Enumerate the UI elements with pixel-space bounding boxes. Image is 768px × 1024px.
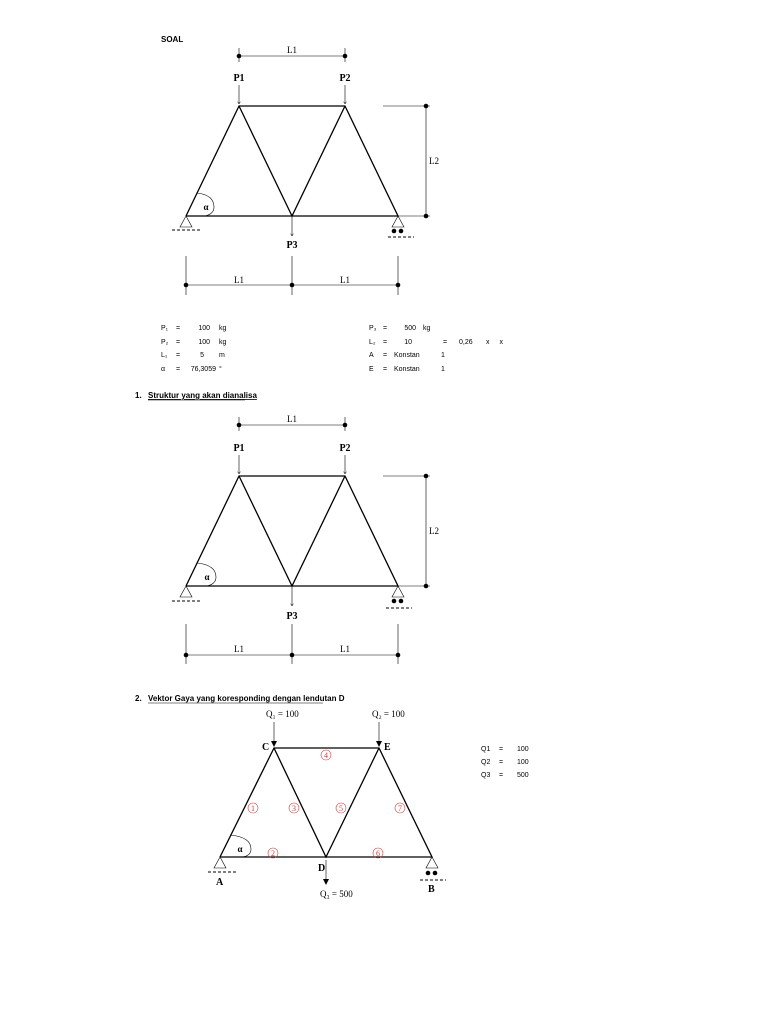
load-q2: Q₂ = 100: [372, 709, 405, 719]
param-row-alpha: [161, 365, 222, 373]
soal-heading: SOAL: [161, 35, 184, 44]
node-b: B: [428, 884, 435, 895]
truss-figure-analysis: [172, 414, 439, 664]
param-row-l2: [369, 339, 503, 346]
dim-l1-top-2: L1: [287, 414, 297, 424]
parameter-table: [161, 325, 503, 373]
svg-text:kg: kg: [219, 339, 227, 346]
svg-text:10: 10: [404, 339, 412, 346]
section1-title: Struktur yang akan dianalisa: [148, 391, 257, 400]
svg-text:L₁: L₁: [161, 352, 168, 359]
load-label-p3-2: P3: [286, 611, 298, 622]
svg-text:Q2: Q2: [481, 759, 491, 766]
svg-text:P₂: P₂: [161, 339, 169, 346]
q-table: [481, 746, 529, 779]
param-row-p3: [369, 325, 431, 332]
truss-figure-force-vector: [208, 709, 446, 899]
member-label-2: 2: [271, 849, 275, 858]
svg-text:500: 500: [517, 772, 529, 779]
dim-l2: L2: [429, 156, 439, 166]
svg-text:=: =: [443, 339, 448, 346]
svg-text:5: 5: [200, 352, 204, 359]
dim-l1-left-2: L1: [234, 644, 244, 654]
svg-text:0,26: 0,26: [459, 339, 473, 346]
load-label-p1-2: P1: [233, 443, 245, 454]
svg-text:=: =: [383, 366, 388, 373]
angle-alpha-3: α: [237, 844, 243, 854]
load-label-p1: P1: [233, 73, 245, 84]
svg-text:P₁: P₁: [161, 325, 169, 332]
svg-text:=: =: [499, 772, 504, 779]
section2-number: 2.: [135, 694, 142, 703]
svg-text:1: 1: [441, 352, 445, 359]
node-e: E: [384, 742, 391, 753]
angle-alpha-2: α: [204, 572, 210, 582]
section2-title: Vektor Gaya yang koresponding dengan lendutan D: [148, 694, 345, 703]
member-label-3: 3: [292, 804, 296, 813]
dim-l1-right: L1: [340, 275, 350, 285]
svg-text:P₃: P₃: [369, 325, 377, 332]
load-label-p3: P3: [286, 240, 298, 251]
node-a: A: [216, 877, 224, 888]
param-row-p1: [161, 325, 227, 332]
dim-l1-top: L1: [287, 45, 297, 55]
load-label-p2-2: P2: [339, 443, 351, 454]
svg-text:=: =: [176, 339, 181, 346]
load-q1: Q₁ = 100: [266, 709, 299, 719]
svg-text:kg: kg: [219, 325, 227, 332]
truss-figure-soal: [172, 45, 439, 295]
section1-number: 1.: [135, 391, 142, 400]
load-q3: Q₃ = 500: [320, 889, 353, 899]
svg-text:1: 1: [441, 366, 445, 373]
svg-text:Q1: Q1: [481, 746, 491, 753]
member-label-4: 4: [324, 751, 328, 760]
member-label-5: 5: [339, 804, 343, 813]
svg-text:100: 100: [198, 325, 210, 332]
dim-l1-right-2: L1: [340, 644, 350, 654]
svg-text:Konstan: Konstan: [394, 352, 420, 359]
svg-text:=: =: [383, 325, 388, 332]
svg-text:500: 500: [404, 325, 416, 332]
svg-text:100: 100: [517, 746, 529, 753]
param-row-e: [369, 366, 445, 373]
member-label-6: 6: [376, 849, 380, 858]
q-row-1: [481, 746, 529, 753]
angle-alpha-1: α: [203, 202, 209, 212]
svg-text:=: =: [176, 366, 181, 373]
q-row-2: [481, 759, 529, 766]
load-label-p2: P2: [339, 73, 351, 84]
svg-text:76,3059: 76,3059: [190, 366, 216, 373]
node-d: D: [318, 863, 326, 874]
param-row-l1: [161, 352, 225, 359]
member-label-1: 1: [251, 804, 255, 813]
param-row-a: [369, 352, 445, 359]
svg-text:α: α: [161, 366, 166, 373]
svg-text:kg: kg: [423, 325, 431, 332]
svg-text:=: =: [383, 339, 388, 346]
svg-text:Konstan: Konstan: [394, 366, 420, 373]
svg-text:A: A: [369, 352, 374, 359]
svg-text:=: =: [383, 352, 388, 359]
node-c: C: [262, 742, 270, 753]
dim-l1-left: L1: [234, 275, 244, 285]
svg-text:100: 100: [198, 339, 210, 346]
svg-text:°: °: [219, 366, 222, 373]
q-row-3: [481, 772, 529, 779]
svg-text:=: =: [499, 759, 504, 766]
svg-text:=: =: [499, 746, 504, 753]
svg-text:L₂: L₂: [369, 339, 376, 346]
svg-text:Q3: Q3: [481, 772, 491, 779]
svg-text:=: =: [176, 352, 181, 359]
dim-l2-2: L2: [429, 526, 439, 536]
svg-text:m: m: [219, 352, 225, 359]
param-row-p2: [161, 339, 227, 346]
svg-text:100: 100: [517, 759, 529, 766]
svg-text:E: E: [369, 366, 374, 373]
svg-text:x x: x x: [486, 339, 503, 346]
member-label-7: 7: [398, 804, 402, 813]
svg-text:=: =: [176, 325, 181, 332]
